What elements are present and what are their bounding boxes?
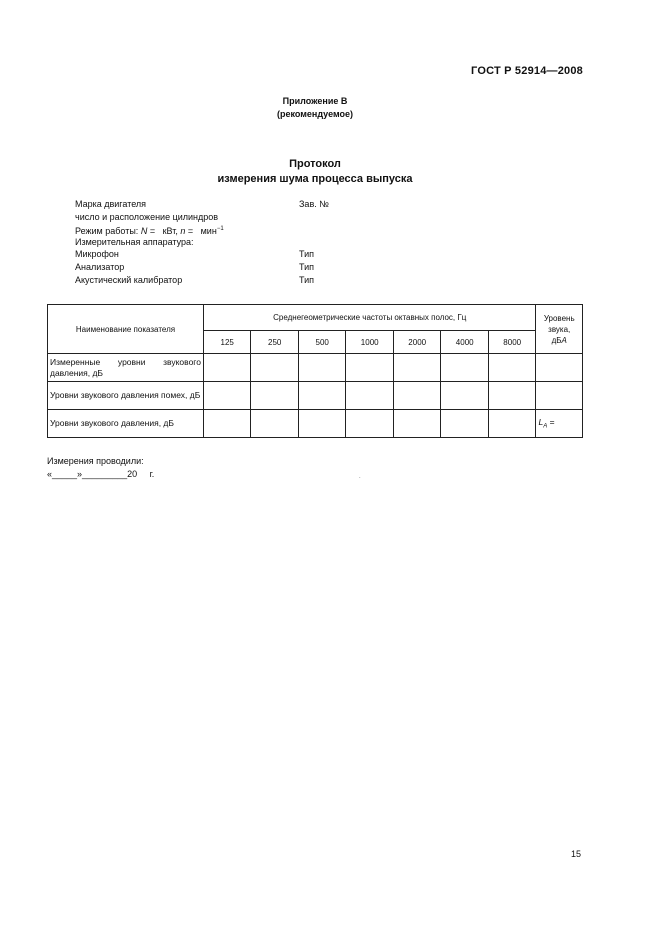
field-analyzer-type: Тип <box>299 261 315 272</box>
value-cell <box>346 410 394 438</box>
protocol-heading <box>0 157 630 187</box>
value-cell <box>441 382 489 410</box>
field-mode-prefix: Режим работы: <box>75 226 141 237</box>
date-line: «_____»_________20 г. <box>47 469 155 479</box>
level-cell <box>536 382 583 410</box>
table-row <box>48 410 583 438</box>
frequency-cell: 4000 <box>441 331 489 354</box>
frequency-cell: 500 <box>298 331 346 354</box>
field-engine-brand: Марка двигателя <box>75 199 147 209</box>
field-calibrator-row <box>75 274 315 287</box>
header-sound-level <box>536 305 583 354</box>
value-cell <box>441 410 489 438</box>
field-analyzer: Анализатор <box>75 261 125 272</box>
field-mode-exponent: −1 <box>216 226 224 233</box>
value-cell <box>346 354 394 382</box>
level-equals: = <box>547 417 555 428</box>
field-calibrator-type: Тип <box>299 274 315 285</box>
field-engine-row <box>75 198 329 211</box>
frequency-cell: 250 <box>251 331 299 354</box>
level-subscript-letter: A <box>543 423 548 430</box>
noise-measurement-table <box>47 304 583 438</box>
level-cell <box>536 354 583 382</box>
standard-number: ГОСТ Р 52914—2008 <box>471 65 583 77</box>
row-name: Уровни звукового давления помех, дБ <box>48 382 204 410</box>
field-microphone-row <box>75 248 315 261</box>
field-calibrator: Акустический калибратор <box>75 274 183 285</box>
header-sound-level-line3 <box>538 335 580 346</box>
row-name: Уровни звукового давления, дБ <box>48 410 204 438</box>
measurement-footer <box>47 455 154 481</box>
field-mode-n: n <box>180 226 186 237</box>
table-row <box>48 382 583 410</box>
field-mode-N: N <box>140 226 148 237</box>
value-cell <box>251 410 299 438</box>
annex-status: (рекомендуемое) <box>277 109 353 119</box>
level-symbol: L <box>538 417 544 428</box>
frequency-cell: 125 <box>203 331 251 354</box>
value-cell <box>393 410 441 438</box>
field-equipment-row <box>75 236 224 249</box>
row-name: Измеренные уровни звукового давления, дБ <box>48 354 204 382</box>
field-cylinders-row <box>75 211 224 224</box>
level-cell <box>536 410 583 438</box>
header-sound-level-unit: дБ <box>551 335 562 345</box>
protocol-subtitle: измерения шума процесса выпуска <box>217 173 413 185</box>
field-microphone: Микрофон <box>75 249 119 260</box>
annex-title: Приложение В <box>282 96 348 106</box>
frequency-cell: 2000 <box>393 331 441 354</box>
value-cell <box>251 354 299 382</box>
table-header-row <box>48 305 583 331</box>
value-cell <box>441 354 489 382</box>
table-row <box>48 354 583 382</box>
value-cell <box>298 354 346 382</box>
field-mode-eq2: = мин <box>185 226 217 237</box>
header-sound-level-line2: звука, <box>548 324 571 334</box>
annex-heading <box>0 95 630 121</box>
frequency-cell: 8000 <box>488 331 536 354</box>
value-cell <box>393 382 441 410</box>
page-number: 15 <box>570 849 581 859</box>
header-indicator-name: Наименование показателя <box>48 305 204 354</box>
field-mode-eq1: = кВт, <box>147 226 181 237</box>
field-microphone-type: Тип <box>299 249 315 260</box>
stray-dot: . <box>359 474 361 480</box>
measured-by-label: Измерения проводили: <box>47 456 144 466</box>
value-cell <box>488 410 536 438</box>
protocol-title: Протокол <box>289 158 341 170</box>
frequency-cell: 1000 <box>346 331 394 354</box>
value-cell <box>298 410 346 438</box>
value-cell <box>393 354 441 382</box>
field-serial-no: Зав. № <box>299 199 329 209</box>
value-cell <box>488 354 536 382</box>
value-cell <box>203 382 251 410</box>
value-cell <box>251 382 299 410</box>
field-equipment: Измерительная аппаратура: <box>75 236 194 247</box>
protocol-fields <box>75 198 329 286</box>
value-cell <box>203 354 251 382</box>
value-cell <box>203 410 251 438</box>
header-frequencies: Среднегеометрические частоты октавных полос, Гц <box>203 305 536 331</box>
value-cell <box>298 382 346 410</box>
value-cell <box>346 382 394 410</box>
header-sound-level-weight: A <box>561 335 567 345</box>
header-sound-level-line1: Уровень <box>543 313 575 323</box>
field-cylinders: число и расположение цилиндров <box>75 211 219 222</box>
field-analyzer-row <box>75 261 315 274</box>
field-mode-row <box>75 223 224 236</box>
value-cell <box>488 382 536 410</box>
